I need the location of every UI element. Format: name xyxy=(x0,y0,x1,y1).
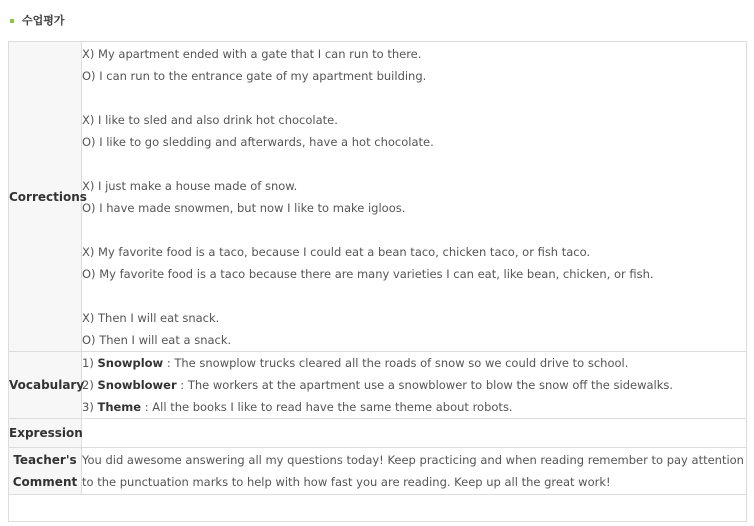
correction-correct-line: O) Then I will eat a snack. xyxy=(82,333,232,347)
expression-label: Expression xyxy=(9,419,82,448)
vocabulary-item xyxy=(82,374,746,396)
vocabulary-definition: The workers at the apartment use a snowblower to blow the snow off the sidewalks. xyxy=(187,378,674,392)
section-title: 수업평가 xyxy=(22,14,65,27)
correction-incorrect-line: X) I like to sled and also drink hot chocolate. xyxy=(82,113,338,127)
vocabulary-definition: The snowplow trucks cleared all the roads of snow so we could drive to school. xyxy=(174,356,629,370)
section-header xyxy=(10,10,65,30)
empty-footer-cell xyxy=(9,495,747,522)
evaluation-table xyxy=(8,41,747,522)
correction-incorrect-line: X) I just make a house made of snow. xyxy=(82,179,298,193)
vocabulary-separator: : xyxy=(176,378,188,392)
vocabulary-term: Theme xyxy=(97,400,142,414)
expression-row xyxy=(9,419,747,448)
vocabulary-term: Snowblower xyxy=(97,378,177,392)
teacher-comment-label xyxy=(9,448,82,495)
correction-correct-line: O) I like to go sledding and afterwards, have a hot chocolate. xyxy=(82,135,434,149)
corrections-spacer xyxy=(82,219,746,241)
correction-incorrect-line: X) Then I will eat snack. xyxy=(82,311,220,325)
teacher-comment-label-line1: Teacher's xyxy=(13,453,77,467)
correction-incorrect-line: X) My favorite food is a taco, because I could eat a bean taco, chicken taco, or fish taco. xyxy=(82,245,591,259)
square-bullet-icon xyxy=(10,19,14,23)
empty-footer-row xyxy=(9,495,747,522)
corrections-spacer xyxy=(82,87,746,109)
vocabulary-separator: : xyxy=(141,400,153,414)
correction-correct-line: O) I have made snowmen, but now I like to make igloos. xyxy=(82,201,406,215)
vocabulary-item xyxy=(82,396,746,418)
vocabulary-definition: All the books I like to read have the same theme about robots. xyxy=(152,400,513,414)
vocabulary-separator: : xyxy=(163,356,175,370)
correction-correct-line: O) My favorite food is a taco because there are many varieties I can eat, like bean, chicken, or fish. xyxy=(82,267,654,281)
corrections-label: Corrections xyxy=(9,42,82,352)
vocabulary-row xyxy=(9,352,747,419)
corrections-spacer xyxy=(82,285,746,307)
expression-content xyxy=(82,419,747,448)
teacher-comment-text: You did awesome answering all my questions today! Keep practicing and when reading remember to pay attention to the punctuation marks to help with how fast you are reading. Keep up all the great work! xyxy=(82,448,747,495)
vocabulary-item-number: 3) xyxy=(82,400,94,414)
correction-correct-line: O) I can run to the entrance gate of my apartment building. xyxy=(82,69,427,83)
corrections-content xyxy=(82,42,747,352)
vocabulary-term: Snowplow xyxy=(97,356,164,370)
corrections-list xyxy=(82,43,746,351)
vocabulary-item-number: 1) xyxy=(82,356,94,370)
teacher-comment-label-line2: Comment xyxy=(12,475,78,489)
corrections-row xyxy=(9,42,747,352)
correction-incorrect-line: X) My apartment ended with a gate that I can run to there. xyxy=(82,47,422,61)
vocabulary-item xyxy=(82,352,746,374)
corrections-spacer xyxy=(82,153,746,175)
vocabulary-content xyxy=(82,352,747,419)
vocabulary-item-number: 2) xyxy=(82,378,94,392)
vocabulary-label: Vocabulary xyxy=(9,352,82,419)
teacher-comment-row xyxy=(9,448,747,495)
